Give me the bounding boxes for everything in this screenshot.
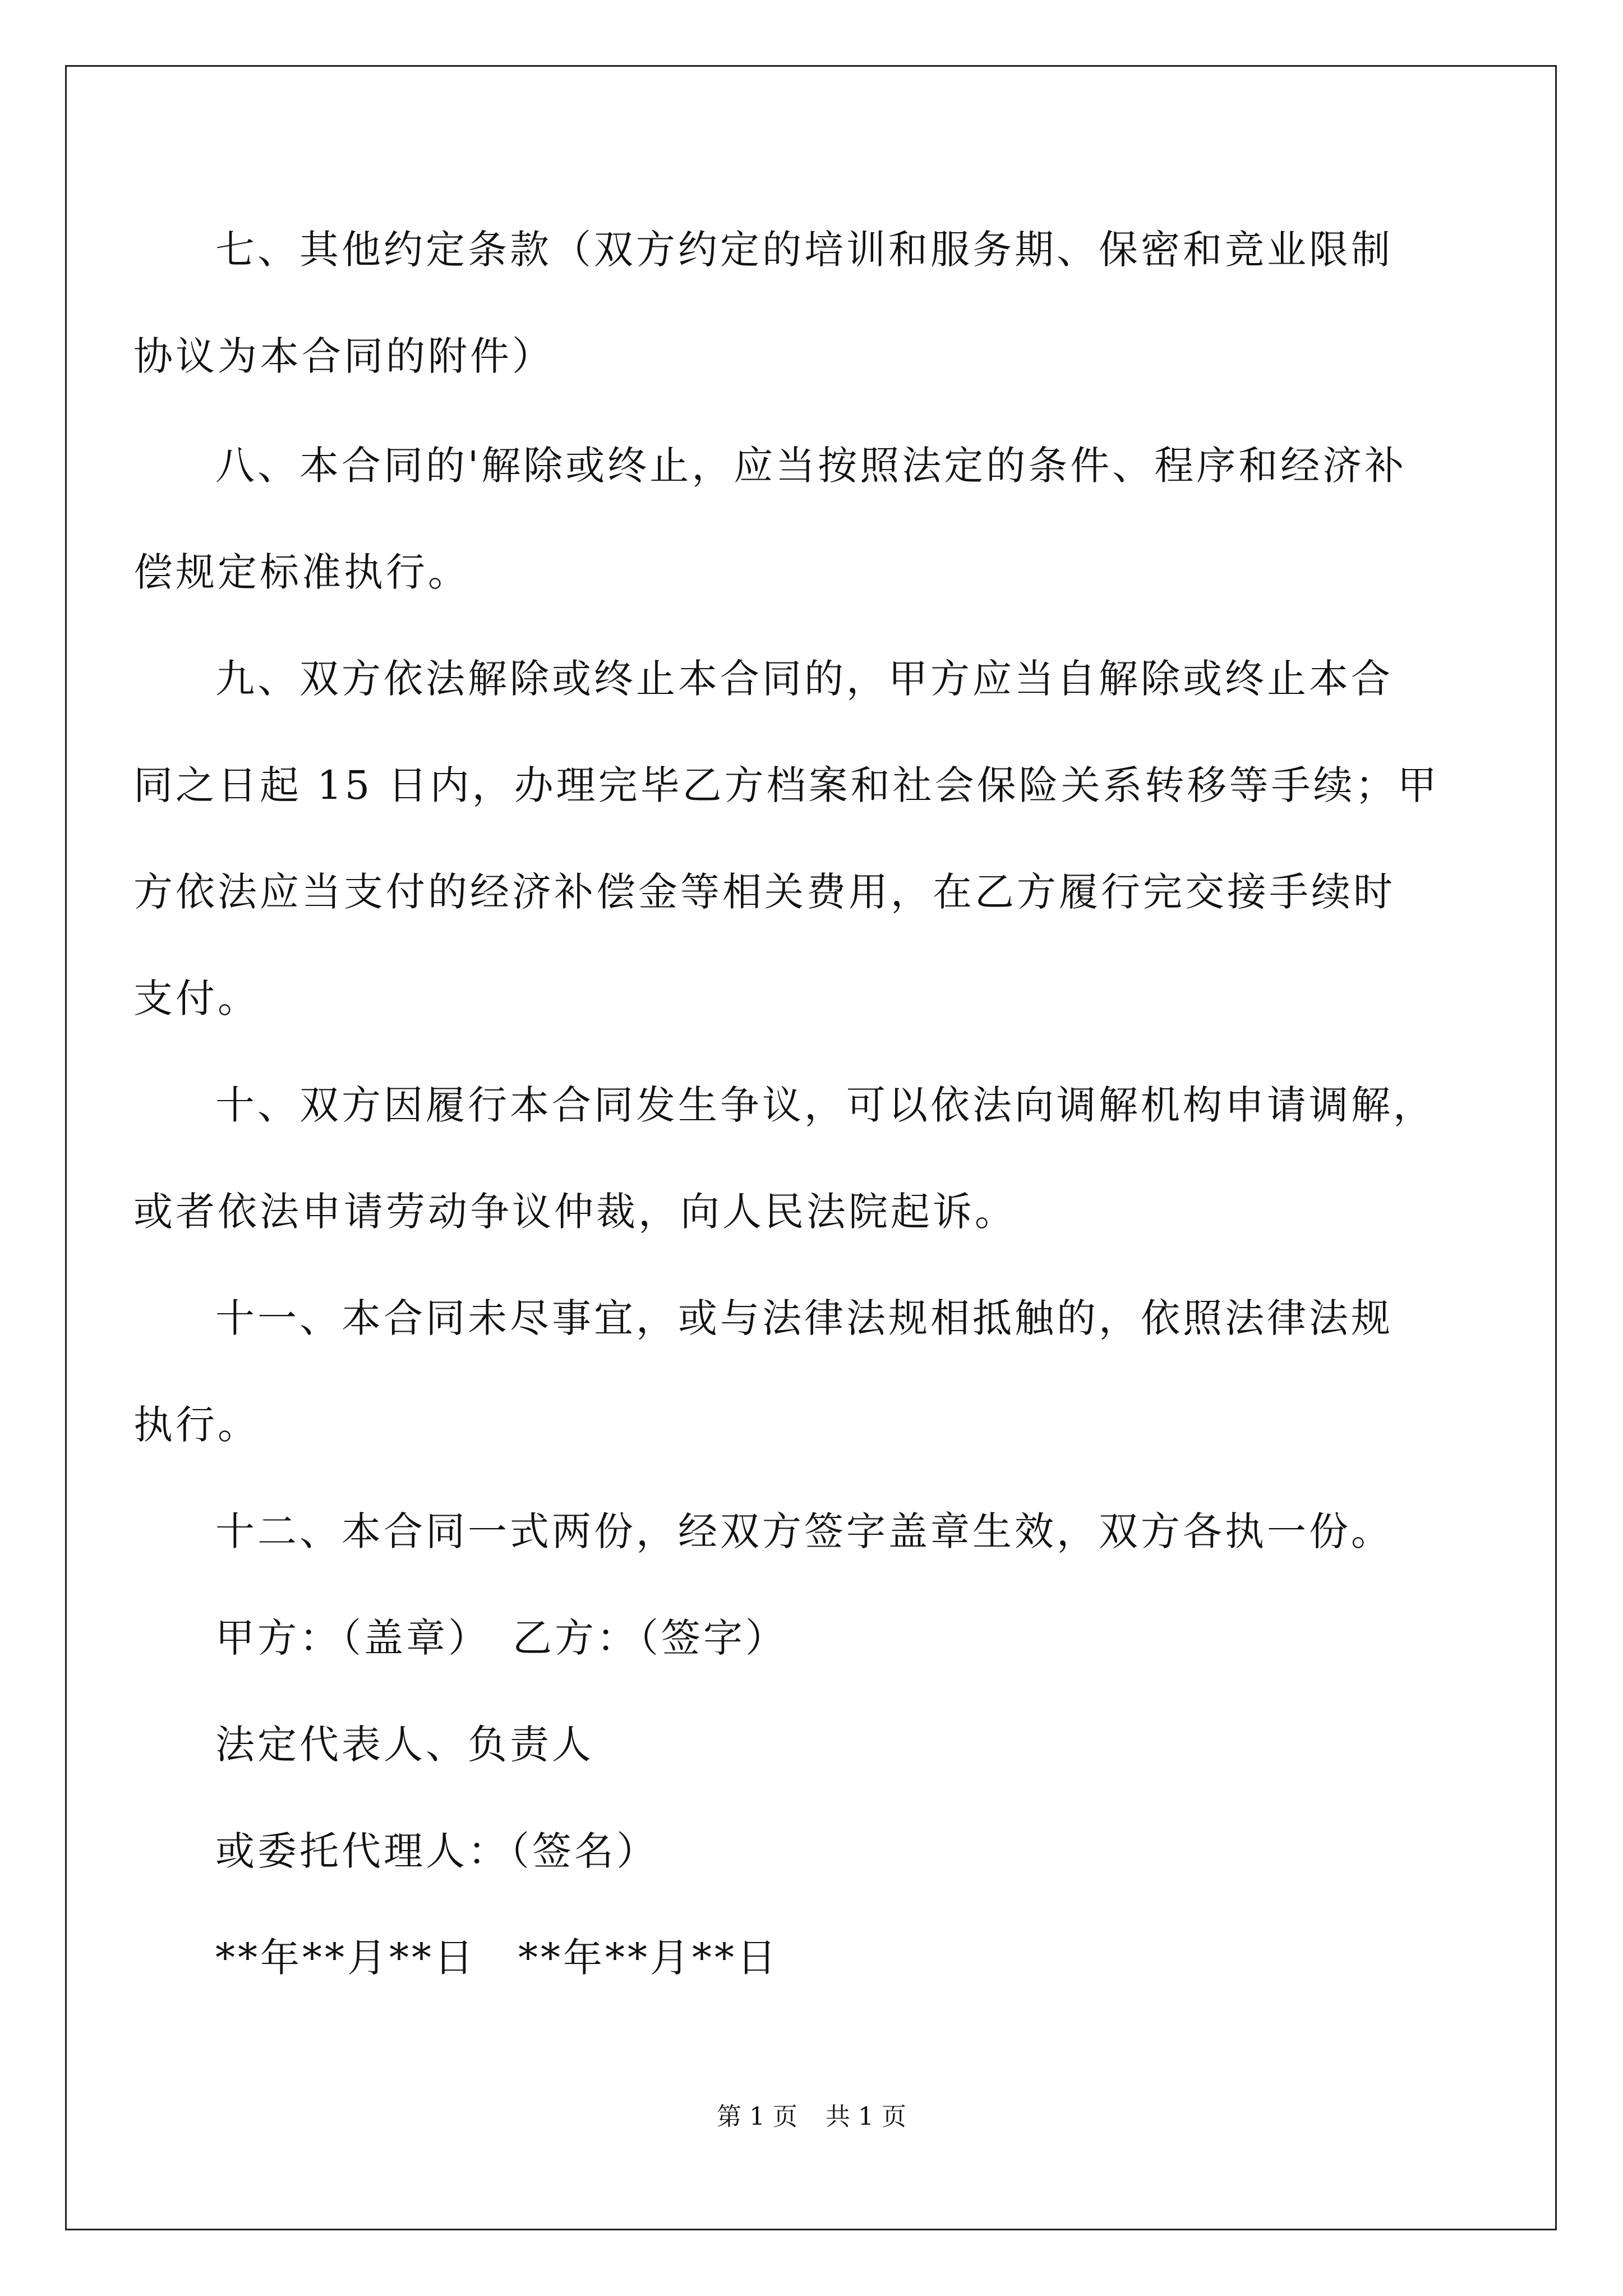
page-border — [65, 65, 1557, 2230]
legal-representative: 法定代表人、负责人 — [215, 1722, 594, 1768]
clause-12-line-1: 十二、本合同一式两份，经双方签字盖章生效，双方各执一份。 — [215, 1508, 1393, 1554]
signature-dates: **年**月**日 **年**月**日 — [215, 1935, 779, 1981]
signature-parties: 甲方：（盖章） 乙方：（签字） — [215, 1615, 787, 1661]
clause-7-line-1: 七、其他约定条款（双方约定的培训和服务期、保密和竞业限制 — [215, 227, 1393, 273]
clause-9-line-4: 支付。 — [133, 976, 260, 1022]
clause-11-line-2: 执行。 — [133, 1402, 260, 1448]
clause-11-line-1: 十一、本合同未尽事宜，或与法律法规相抵触的，依照法律法规 — [215, 1295, 1393, 1341]
page-number: 第 1 页 — [717, 2102, 797, 2131]
clause-10-line-2: 或者依法申请劳动争议仲裁，向人民法院起诉。 — [133, 1189, 1017, 1235]
authorized-agent: 或委托代理人：（签名） — [215, 1828, 658, 1874]
clause-9-line-1: 九、双方依法解除或终止本合同的，甲方应当自解除或终止本合 — [215, 656, 1393, 702]
clause-9-line-2: 同之日起 15 日内，办理完毕乙方档案和社会保险关系转移等手续；甲 — [133, 762, 1440, 808]
clause-9-line-3: 方依法应当支付的经济补偿金等相关费用，在乙方履行完交接手续时 — [133, 869, 1395, 915]
page-footer — [0, 2100, 1623, 2134]
clause-8-line-1: 八、本合同的'解除或终止，应当按照法定的条件、程序和经济补 — [215, 443, 1407, 489]
clause-10-line-1: 十、双方因履行本合同发生争议，可以依法向调解机构申请调解， — [215, 1082, 1435, 1128]
clause-7-line-2: 协议为本合同的附件） — [133, 333, 554, 379]
page-total: 共 1 页 — [826, 2102, 906, 2131]
clause-8-line-2: 偿规定标准执行。 — [133, 549, 470, 595]
